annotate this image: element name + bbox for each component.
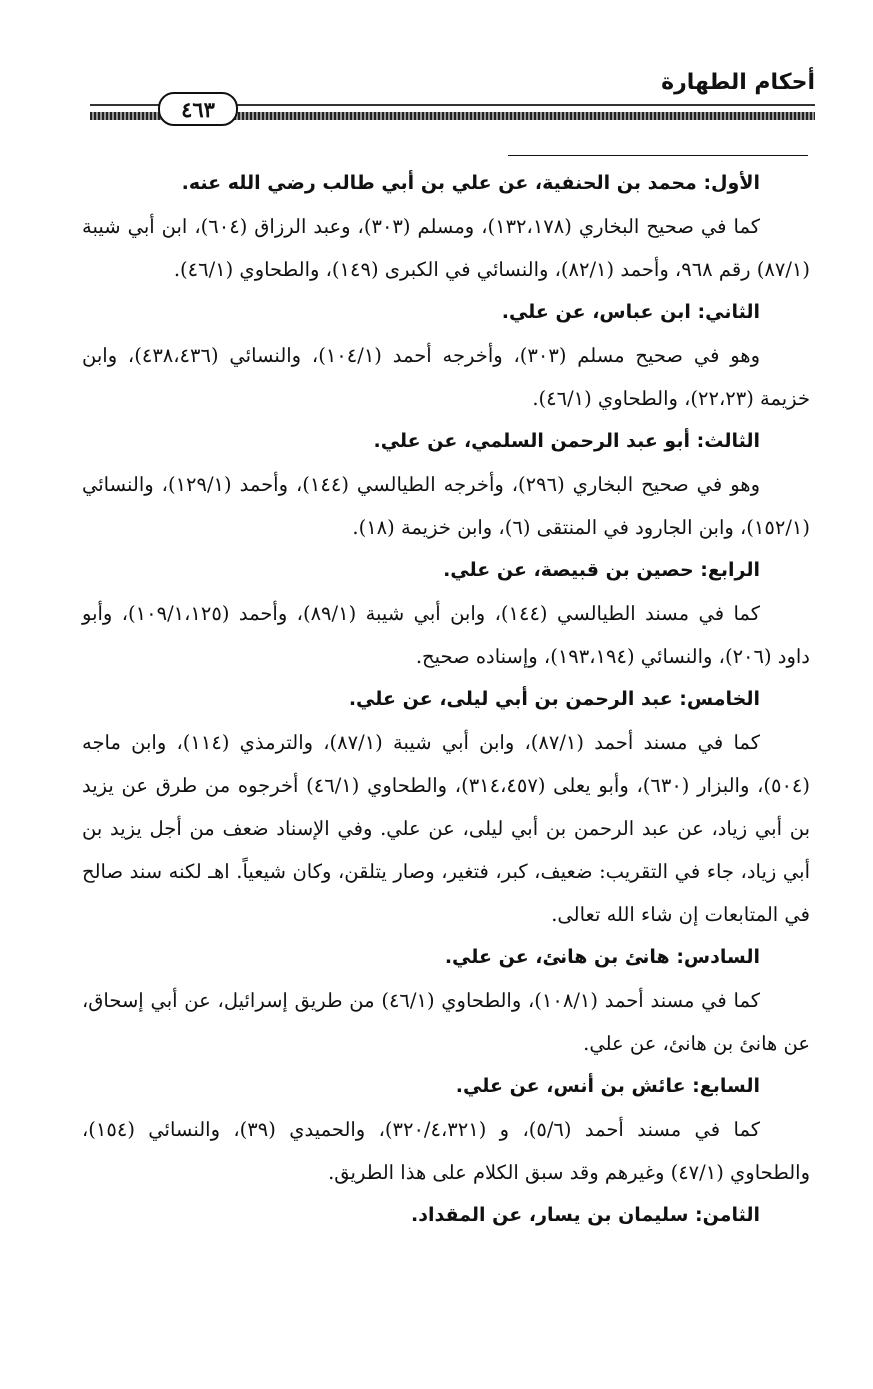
section-text-2: وهو في صحيح مسلم (٣٠٣)، وأخرجه أحمد (١٠٤/١)، والنسائي (٤٣٨،٤٣٦)، وابن خزيمة (٢٢،٢٣)، والطحاوي (٤٦/١). [82,344,810,410]
section-heading-1: الأول: محمد بن الحنفية، عن علي بن أبي طالب رضي الله عنه. [181,172,760,194]
section-text-5: كما في مسند أحمد (٨٧/١)، وابن أبي شيبة (٨٧/١)، والترمذي (١١٤)، وابن ماجه (٥٠٤)، والبزار (٦٣٠)، وأبو يعلى (٣١٤،٤٥٧)، والطحاوي (٤٦/١) أخرجوه من طرق عن يزيد بن أبي زياد، عن عبد الرحمن بن أبي ليلى، عن علي. وفي الإسناد ضعف من أجل يزيد بن أبي زياد، جاء في التقريب: ضعيف، كبر، فتغير، وصار يتلقن، وكان شيعياً. اهـ لكنه سند صالح في المتابعات إن شاء الله تعالى. [82,731,811,926]
section-text-1: كما في صحيح البخاري (١٣٢،١٧٨)، ومسلم (٣٠٣)، وعبد الرزاق (٦٠٤)، ابن أبي شيبة (٨٧/١) رقم ٩٦٨، وأحمد (٨٢/١)، والنسائي في الكبرى (١٤٩)، والطحاوي (٤٦/١). [82,215,810,281]
section-heading-5: الخامس: عبد الرحمن بن أبي ليلى، عن علي. [348,688,760,710]
section-text-3: وهو في صحيح البخاري (٢٩٦)، وأخرجه الطيالسي (١٤٤)، وأحمد (١٢٩/١)، والنسائي (١٥٢/١)، وابن الجارود في المنتقى (٦)، وابن خزيمة (١٨). [82,473,810,539]
footnote-rule [508,155,808,156]
book-title: أحكام الطهارة [661,70,815,95]
section-text-7: كما في مسند أحمد (٥/٦)، و (٣٢٠/٤،٣٢١)، والحميدي (٣٩)، والنسائي (١٥٤)، والطحاوي (٤٧/١) وغيرهم وقد سبق الكلام على هذا الطريق. [82,1118,810,1184]
section-text-4: كما في مسند الطيالسي (١٤٤)، وابن أبي شيبة (٨٩/١)، وأحمد (١٠٩/١،١٢٥)، وأبو داود (٢٠٦)، والنسائي (١٩٣،١٩٤)، وإسناده صحيح. [82,602,810,668]
section-heading-4: الرابع: حصين بن قبيصة، عن علي. [443,559,760,581]
section-heading-6: السادس: هانئ بن هانئ، عن علي. [444,946,760,968]
section-text-6: كما في مسند أحمد (١٠٨/١)، والطحاوي (٤٦/١) من طريق إسرائيل، عن أبي إسحاق، عن هانئ بن هانئ، عن علي. [82,989,810,1055]
section-heading-3: الثالث: أبو عبد الرحمن السلمي، عن علي. [373,430,760,452]
page-body [82,162,810,1237]
section-heading-2: الثاني: ابن عباس، عن علي. [501,301,760,323]
section-heading-7: السابع: عائش بن أنس، عن علي. [455,1075,760,1097]
page-number: ٤٦٣ [158,92,238,126]
page-header [0,0,873,140]
section-heading-8: الثامن: سليمان بن يسار، عن المقداد. [411,1204,760,1226]
